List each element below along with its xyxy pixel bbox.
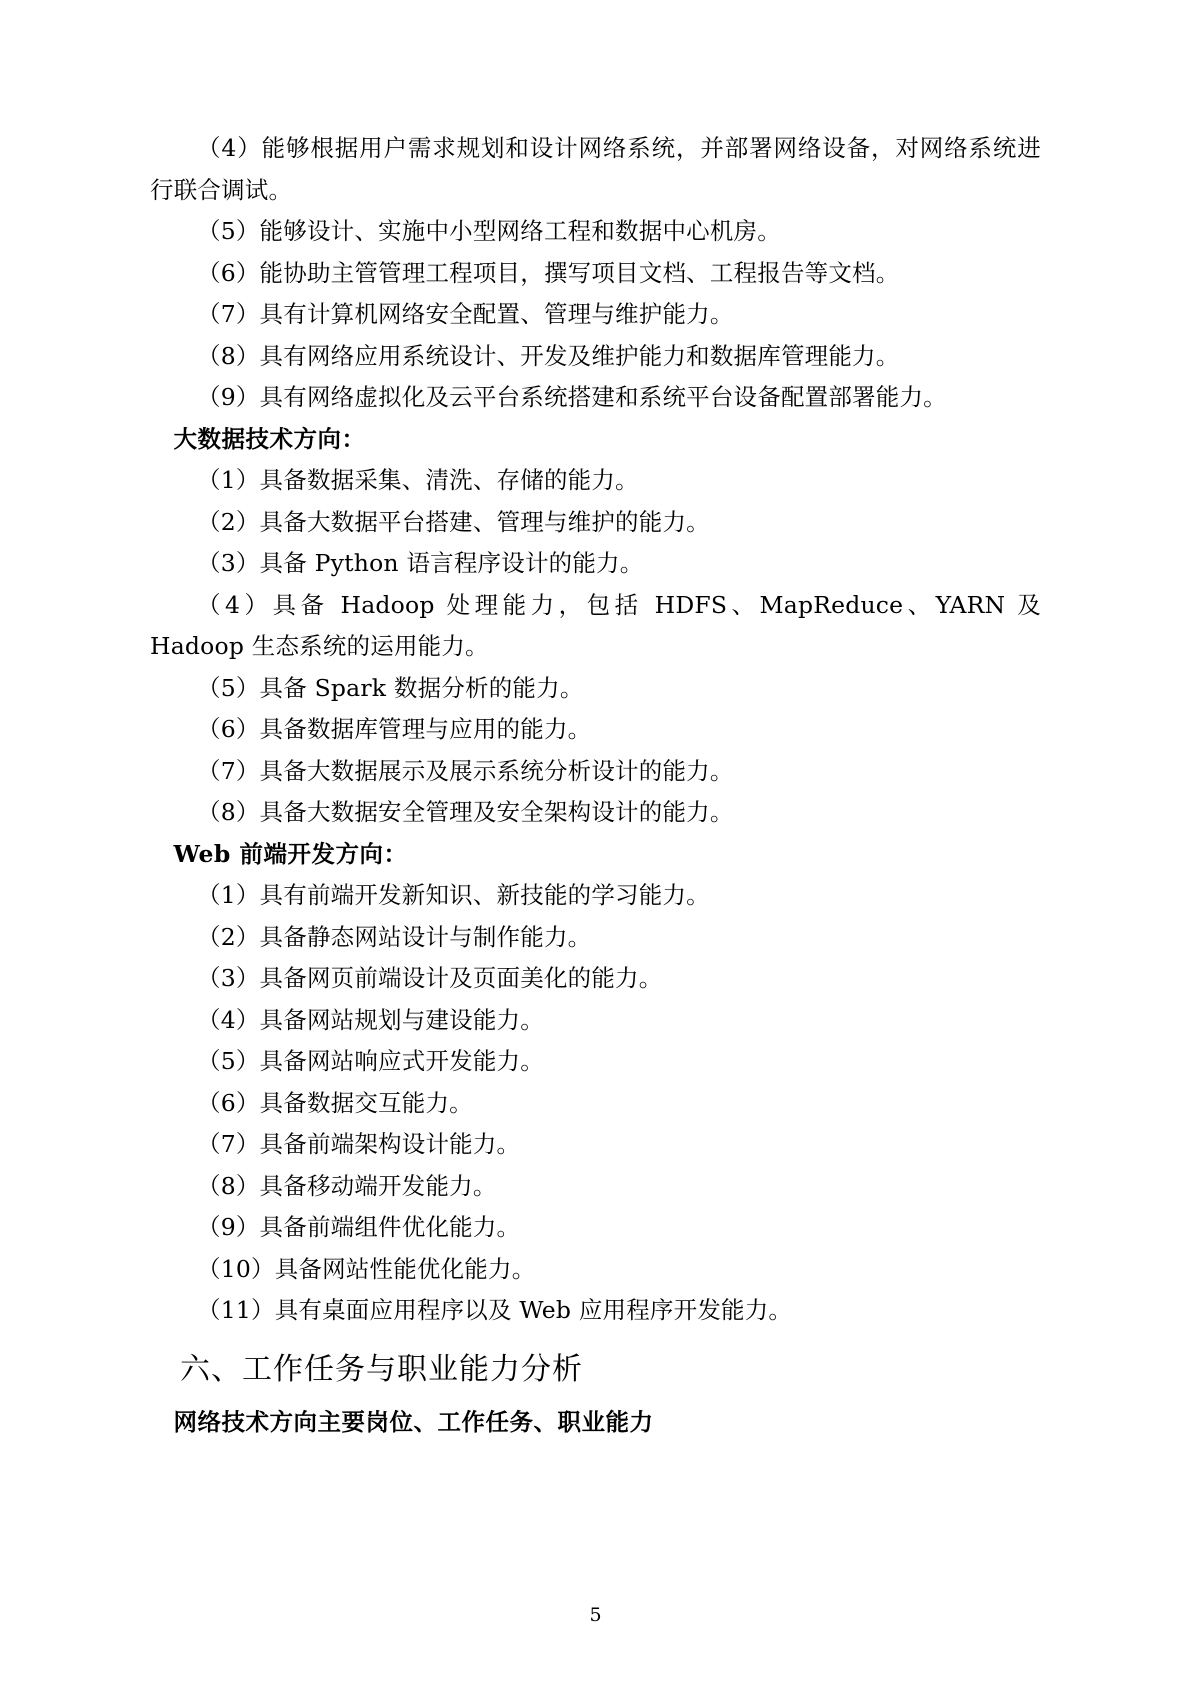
list-item: （5）具备网站响应式开发能力。 — [197, 1047, 544, 1075]
list-item: （1）具有前端开发新知识、新技能的学习能力。 — [197, 881, 710, 909]
list-item: （6）能协助主管管理工程项目，撰写项目文档、工程报告等文档。 — [197, 258, 900, 287]
list-item: （2）具备大数据平台搭建、管理与维护的能力。 — [197, 507, 710, 536]
document-body — [150, 128, 1041, 1443]
list-item: （7）具备前端架构设计能力。 — [197, 1130, 521, 1158]
list-item: （11）具有桌面应用程序以及 Web 应用程序开发能力。 — [197, 1296, 793, 1324]
list-item: （4）具备网站规划与建设能力。 — [197, 1005, 544, 1034]
list-item: （8）具有网络应用系统设计、开发及维护能力和数据库管理能力。 — [197, 341, 900, 370]
list-item: （1）具备数据采集、清洗、存储的能力。 — [197, 466, 639, 494]
list-item: （4）能够根据用户需求规划和设计网络系统，并部署网络设备，对网络系统进行联合调试。 — [150, 134, 1041, 204]
list-item: （9）具有网络虚拟化及云平台系统搭建和系统平台设备配置部署能力。 — [197, 383, 947, 411]
list-item: （7）具备大数据展示及展示系统分析设计的能力。 — [197, 756, 734, 785]
list-item: （7）具有计算机网络安全配置、管理与维护能力。 — [197, 300, 734, 328]
page-number: 5 — [589, 1604, 602, 1626]
list-item: （10）具备网站性能优化能力。 — [197, 1254, 536, 1283]
list-item: （6）具备数据库管理与应用的能力。 — [197, 715, 592, 743]
section-heading: 六、工作任务与职业能力分析 — [180, 1351, 583, 1387]
list-item: （3）具备 Python 语言程序设计的能力。 — [197, 549, 644, 577]
list-item: （8）具备大数据安全管理及安全架构设计的能力。 — [197, 798, 734, 826]
list-item: （3）具备网页前端设计及页面美化的能力。 — [197, 964, 663, 992]
list-item: （8）具备移动端开发能力。 — [197, 1171, 497, 1200]
list-item: （2）具备静态网站设计与制作能力。 — [197, 922, 592, 951]
list-item: （6）具备数据交互能力。 — [197, 1088, 473, 1117]
list-item: （5）能够设计、实施中小型网络工程和数据中心机房。 — [197, 217, 781, 245]
section-subtitle: 网络技术方向主要岗位、工作任务、职业能力 — [173, 1407, 654, 1436]
list-item: （5）具备 Spark 数据分析的能力。 — [197, 673, 584, 702]
list-item: （4）具备 Hadoop 处理能力，包括 HDFS、MapReduce、YARN 及 Hadoop 生态系统的运用能力。 — [150, 590, 1041, 660]
list-item: （9）具备前端组件优化能力。 — [197, 1213, 521, 1241]
subsection-heading-web: Web 前端开发方向： — [173, 839, 408, 868]
subsection-heading-bigdata: 大数据技术方向： — [173, 424, 366, 453]
